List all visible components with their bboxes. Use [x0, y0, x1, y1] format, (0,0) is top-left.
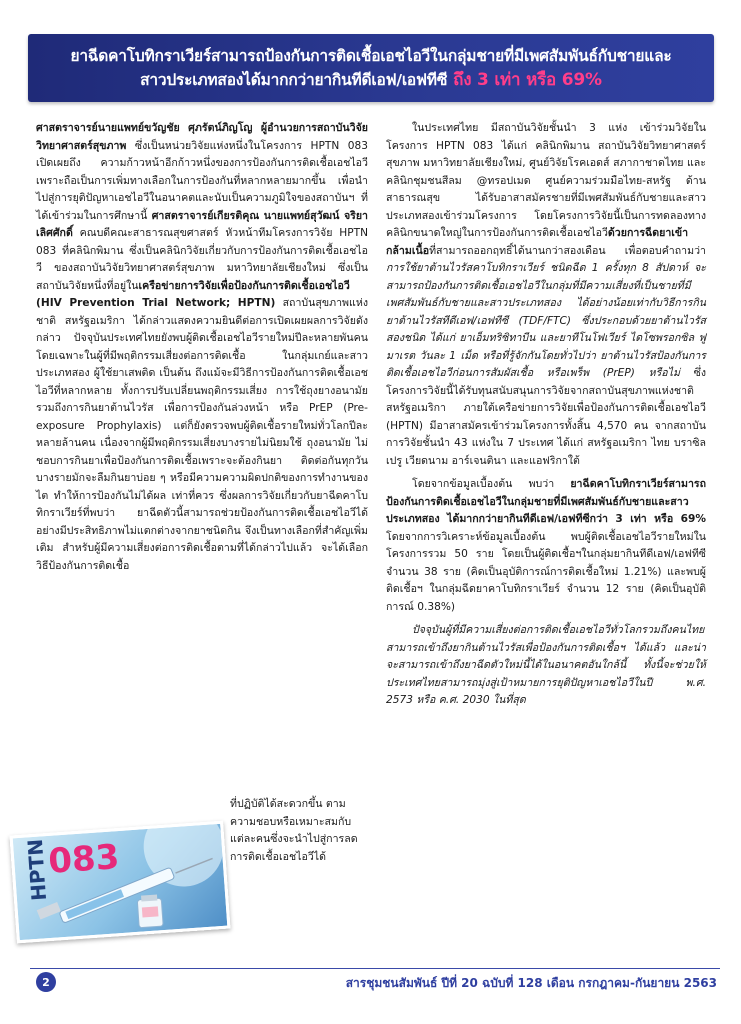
- right-p1-italic-1: การใช้ยาต้านไวรัสคาโบทิกราเวียร์ ชนิดฉีด 1 ครั้งทุก 8 สัปดาห์ จะสามารถป้องกันการติดเชื้อเอชไอวีในกลุ่มที่มีความเสี่ยงที่เป็นชายที่มีเพศสัมพันธ์กับชายและสาวประเภทสอง ได้อย่างน้อยเท่ากับวิธีการกินยาต้านไวรัสทีดีเอฟ/เอฟทีซี (TDF/FTC) ซึ่งประกอบด้วยยาต้านไวรัสสองชนิด ได้แก่ ยาเอ็มทริซิทาบีน และยาทีโนโฟเวียร์ ไดโซพรอกซิล ฟูมาเรต วันละ 1 เม็ด หรือที่รู้จักกันโดยทั่วไปว่า ยาต้านไวรัสป้องกันการติดเชื้อเอชไอวีก่อนการสัมผัสเชื้อ หรือเพร็พ (PrEP) หรือไม่: [386, 262, 706, 379]
- title-banner: [28, 34, 714, 102]
- right-p2-text-1: โดยจากข้อมูลเบื้องต้น พบว่า: [412, 478, 571, 490]
- left-column: [36, 120, 368, 581]
- right-p1-text-1: ในประเทศไทย มีสถาบันวิจัยชั้นนำ 3 แห่ง เข้าร่วมวิจัยในโครงการ HPTN 083 ได้แก่ คลินิกพิมาน สถาบันวิจัยวิทยาศาสตร์สุขภาพ มหาวิทยาลัยเชียงใหม่, ศูนย์วิจัยโรคเอดส์ สภากาชาดไทย และคลินิกชุมชนสีลม @ทรอปเมด ศูนย์ความร่วมมือไทย-สหรัฐ ด้านสาธารณสุข ได้รับอาสาสมัครชายที่มีเพศสัมพันธ์กับชายและสาวประเภทสองเข้าร่วมโครงการ โดยโครงการวิจัยนี้เป็นการทดลองทางคลินิกขนาดใหญ่ในการป้องกันการติดเชื้อเอชไอวี: [386, 122, 706, 239]
- title-highlight: ถึง 3 เท่า หรือ 69%: [453, 70, 602, 90]
- title-line-2-text: สาวประเภทสองได้มากกว่ายากินทีดีเอฟ/เอฟทีซี: [140, 71, 448, 89]
- right-paragraph-1: [386, 120, 706, 470]
- left-p1-text-3: สถาบันสุขภาพแห่งชาติ สหรัฐอเมริกา ได้กล่าวแสดงความยินดีต่อการเปิดเผยผลการวิจัยดังกล่าว ปัจจุบันประเทศไทยยังพบผู้ติดเชื้อเอชไอวีรายใหม่ปีละหลายพันคน โดยเฉพาะในผู้ที่มีพฤติกรรมเสี่ยงต่อการติดเชื้อ ในกลุ่มเกย์และสาวประเภทสอง ผู้ใช้ยาเสพติด เป็นต้น ถึงแม้จะมีวิธีการป้องกันการติดเชื้อเอชไอวีที่หลากหลาย ทั้งการปรับเปลี่ยนพฤติกรรมเสี่ยง การใช้ถุงยางอนามัย รวมถึงการกินยาต้านไวรัส เพื่อการป้องกันล่วงหน้า หรือ PrEP (Pre-exposure Prophylaxis) แต่ก็ยังตรวจพบผู้ติดเชื้อรายใหม่ทั่วโลกปีละหลายล้านคน เนื่องจากผู้มีพฤติกรรมเสี่ยงบางรายไม่นิยมใช้ ถุงอนามัย ไม่ชอบการกินยาเพื่อป้องกันการติดเชื้อเพราะจะต้องกินยา ติดต่อกันทุกวัน บางรายมักจะลืมกินยาบ่อย ๆ หรือมีความความผิดปกติของการทำงานของไต ทำให้การป้องกันไม่ได้ผล เท่าที่ควร ซึ่งผลการวิจัยเกี่ยวกับยาฉีดคาโบทิกราเวียร์ที่พบว่า ยาฉีดตัวนี้สามารถช่วยป้องกันการติดเชื้อเอชไอวีได้อย่างมีประสิทธิภาพไม่แตกต่างจากยาชนิดกิน จึงเป็นทางเลือกที่สำคัญเพิ่มเติม สำหรับผู้มีความเสี่ยงต่อการติดเชื้อตามที่ได้กล่าวไปแล้ว จะได้เลือกวิธีป้องกันการติดเชื้อ: [36, 297, 368, 572]
- title-line-1: ยาฉีดคาโบทิกราเวียร์สามารถป้องกันการติดเชื้อเอชไอวีในกลุ่มชายที่มีเพศสัมพันธ์กับชายและ: [70, 47, 672, 65]
- right-paragraph-2: [386, 476, 706, 616]
- hptn-label: HPTN: [22, 838, 52, 902]
- footer-divider: [30, 968, 720, 969]
- right-p1-text-2: ที่สามารถออกฤทธิ์ได้นานกว่าสองเดือน เพื่อตอบคำถามว่า: [429, 244, 706, 257]
- left-p1-bold-2: ศาสตราจารย์เกียรติคุณ นายแพทย์สุวัฒน์ จริยาเลิศศักดิ์: [36, 209, 368, 239]
- left-column-tail: ที่ปฏิบัติได้สะดวกขึ้น ตามความชอบหรือเหมาะสมกับแต่ละคนซึ่งจะนำไปสู่การลดการติดเชื้อเอชไอวีได้: [230, 798, 358, 863]
- title-line-2: [140, 68, 602, 92]
- right-p2-text-2: โดยจากการวิเคราะห์ข้อมูลเบื้องต้น พบผู้ติดเชื้อเอชไอวีรายใหม่ในโครงการรวม 50 ราย โดยเป็นผู้ติดเชื้อฯในกลุ่มยากินทีดีเอฟ/เอฟทีซีจำนวน 38 ราย (คิดเป็นอุบัติการณ์การติดเชื้อใหม่ 1.21%) และพบผู้ติดเชื้อฯ ในกลุ่มฉีดยาคาโบทิกราเวียร์ จำนวน 12 ราย (คิดเป็นอุบัติการณ์ 0.38%): [386, 530, 706, 613]
- right-paragraph-3: [386, 622, 706, 710]
- left-p1-text-1: ซึ่งเป็นหน่วยวิจัยแห่งหนึ่งในโครงการ HPTN 083 เปิดเผยถึง ความก้าวหน้าอีกก้าวหนึ่งของการป้องกันการติดเชื้อเอชไอวี เพราะถือเป็นการเพิ่มทางเลือกในการป้องกันที่หลากหลายมากขึ้น เพื่อนำไปสู่การยุติปัญหาเอชไอวีในอนาคตและนับเป็นความภูมิใจของสถาบันฯ ที่ได้เข้าร่วมในการศึกษานี้: [36, 139, 368, 222]
- left-paragraph-1: [36, 120, 368, 575]
- page-number: 2: [36, 972, 56, 992]
- hptn-number: 083: [47, 837, 121, 882]
- hptn-083-illustration: [9, 821, 230, 944]
- right-column: [386, 120, 706, 716]
- left-p1-bold-3: เครือข่ายการวิจัยเพื่อป้องกันการติดเชื้อเอชไอวี (HIV Prevention Trial Network; HPTN): [36, 279, 350, 309]
- right-p1-text-3: ซึ่งโครงการวิจัยนี้ได้รับทุนสนับสนุนการวิจัยจากสถาบันสุขภาพแห่งชาติ สหรัฐอเมริกา ภายใต้เครือข่ายการวิจัยเพื่อป้องกันการติดเชื้อเอชไอวี (HPTN) มีอาสาสมัครเข้าร่วมโครงการทั้งสิ้น 4,570 คน จากสถาบันการวิจัยชั้นนำ 43 แห่งใน 7 ประเทศ ได้แก่ สหรัฐอเมริกา ไทย บราซิล เปรู เวียดนาม อาร์เจนตินา และแอฟริกาใต้: [386, 367, 707, 467]
- left-p1-bold-1: ศาสตราจารย์นายแพทย์ขวัญชัย ศุภรัตน์ภิญโญ ผู้อำนวยการสถาบันวิจัยวิทยาศาสตร์สุขภาพ: [36, 122, 368, 152]
- right-p3-italic-1: ปัจจุบันผู้ที่มีความเสี่ยงต่อการติดเชื้อเอชไอวีทั่วโลกรวมถึงคนไทย สามารถเข้าถึงยากินต้านไวรัสเพื่อป้องกันการติดเชื้อฯ ได้แล้ว และน่าจะสามารถเข้าถึงยาฉีดตัวใหม่นี้ได้ในอนาคตอันใกล้นี้ ทั้งนี้จะช่วยให้ประเทศไทยสามารถมุ่งสู่เป้าหมายการยุติปัญหาเอชไอวีในปี พ.ศ. 2573 หรือ ค.ศ. 2030 ในที่สุด: [386, 624, 706, 706]
- right-p1-bold-1: ด้วยการฉีดยาเข้ากล้ามเนื้อ: [386, 227, 689, 257]
- right-p2-bold-1: ยาฉีดคาโบทิกราเวียร์สามารถป้องกันการติดเชื้อเอชไอวีในกลุ่มชายที่มีเพศสัมพันธ์กับชายและสาวประเภทสอง ได้มากกว่ายากินทีดีเอฟ/เอฟทีซีกว่า 3 เท่า หรือ 69%: [386, 478, 706, 525]
- footer-publication-info: สารชุมชนสัมพันธ์ ปีที่ 20 ฉบับที่ 128 เดือน กรกฎาคม-กันยายน 2563: [345, 976, 717, 990]
- left-p1-text-2: คณบดีคณะสาธารณสุขศาสตร์ หัวหน้าทีมโครงการวิจัย HPTN 083 ที่คลินิกพิมาน ซึ่งเป็นคลินิกวิจัยเกี่ยวกับการป้องกันการติดเชื้อเอชไอวี ของสถาบันวิจัยวิทยาศาสตร์สุขภาพ มหาวิทยาลัยเชียงใหม่ ซึ่งเป็นสถาบันวิจัยหนึ่งที่อยู่ใน: [36, 227, 368, 292]
